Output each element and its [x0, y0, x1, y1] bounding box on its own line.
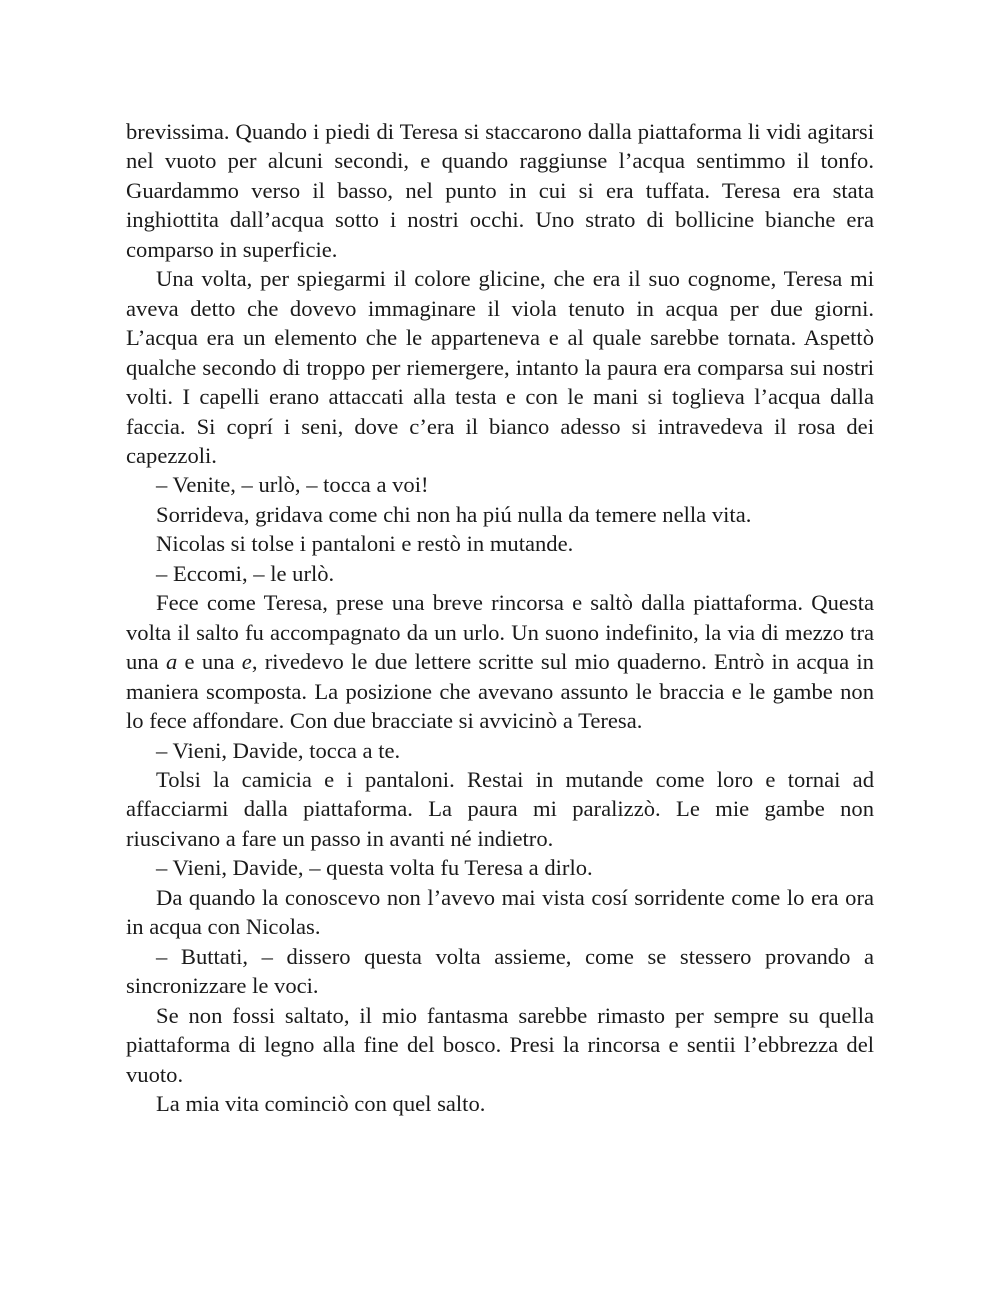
paragraph-final: La mia vita cominciò con quel salto. — [156, 1090, 486, 1116]
paragraph-fece-come-teresa — [126, 588, 874, 735]
text-segment: Fece come Teresa, prese una breve rincorsa e saltò dalla piattaforma. Questa volta il salto fu accompagnato da un urlo. Un suono indefinito, la via di mezzo tra una — [126, 590, 874, 675]
dialogue-line-eccomi: – Eccomi, – le urlò. — [156, 560, 335, 586]
dialogue-line-vieni-davide: – Vieni, Davide, tocca a te. — [156, 737, 401, 763]
paragraph-se-non-fossi: Se non fossi saltato, il mio fantasma sarebbe rimasto per sempre su quella piattaforma di legno alla fine del bosco. Presi la rincorsa e sentii l’ebbrezza del vuoto. — [126, 1002, 874, 1087]
text-segment: e una — [177, 649, 242, 675]
dialogue-line-teresa: – Vieni, Davide, – questa volta fu Teresa a dirlo. — [156, 855, 593, 881]
dialogue-line-buttati: – Buttati, – dissero questa volta assieme, come se stessero provando a sincronizzare le voci. — [126, 943, 874, 999]
paragraph-tolsi: Tolsi la camicia e i pantaloni. Restai in mutande come loro e tornai ad affacciarmi dalla piattaforma. La paura mi paralizzò. Le mie gambe non riuscivano a fare un passo in avanti né indietro. — [126, 766, 874, 851]
book-page — [126, 117, 874, 1118]
paragraph-1: brevissima. Quando i piedi di Teresa si staccarono dalla piattaforma li vidi agitarsi nel vuoto per alcuni secondi, e quando raggiunse l’acqua sentimmo il tonfo. Guardammo verso il basso, nel punto in cui si era tuffata. Teresa era stata inghiottita dall’acqua sotto i nostri occhi. Uno strato di bollicine bianche era comparso in superficie. — [126, 119, 874, 262]
italic-letter-a: a — [165, 649, 178, 675]
text-segment: , rivedevo le due lettere scritte sul mio quaderno. Entrò in acqua in maniera scomposta. La posizione che avevano assunto le braccia e le gambe non lo fece affondare. Con due bracciate si avvicinò a Teresa. — [126, 649, 874, 734]
italic-letter-e: e — [241, 649, 252, 675]
paragraph-da-quando: Da quando la conoscevo non l’avevo mai vista cosí sorridente come lo era ora in acqua con Nicolas. — [126, 884, 874, 940]
dialogue-line-venite: – Venite, – urlò, – tocca a voi! — [156, 472, 429, 498]
paragraph-2: Una volta, per spiegarmi il colore glicine, che era il suo cognome, Teresa mi aveva detto che dovevo immaginare il viola tenuto in acqua per due giorni. L’acqua era un elemento che le apparteneva e al quale sarebbe tornata. Aspettò qualche secondo di troppo per riemergere, intanto la paura era comparsa sui nostri volti. I capelli erano attaccati alla testa e con le mani si toglieva l’acqua dalla faccia. Si coprí i seni, dove c’era il bianco adesso si intravedeva il rosa dei capezzoli. — [126, 266, 874, 468]
paragraph-nicolas: Nicolas si tolse i pantaloni e restò in mutande. — [156, 531, 574, 557]
paragraph-sorrideva: Sorrideva, gridava come chi non ha piú nulla da temere nella vita. — [156, 501, 752, 527]
